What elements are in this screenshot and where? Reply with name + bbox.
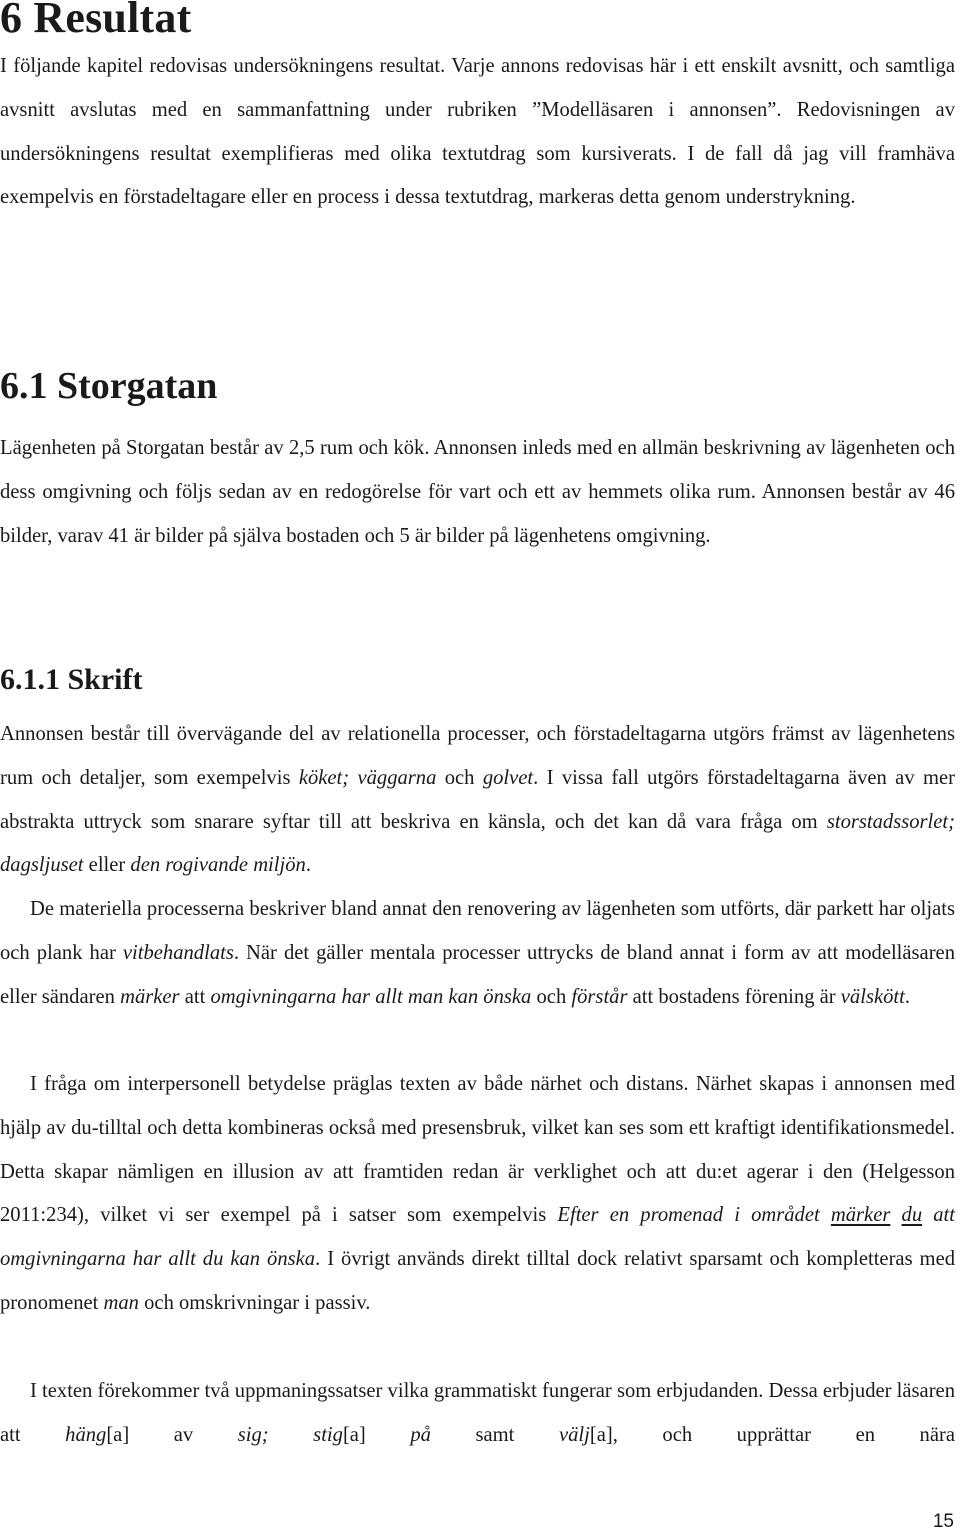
italic-example: omgivningarna har allt man kan önska <box>210 985 532 1008</box>
italic-example: på <box>410 1423 431 1446</box>
text-run: att bostadens förening är <box>627 985 841 1008</box>
text-run: och <box>531 985 572 1008</box>
text-run: . När det gäller mentala processer uttrycks de bland annat i form av att modelläsaren eller sändaren <box>0 941 955 1008</box>
italic-example: märker <box>120 985 180 1008</box>
text-run: [a] <box>342 1423 411 1446</box>
underlined-example: märker <box>830 1204 891 1227</box>
intro-paragraph <box>0 45 955 220</box>
text-run: och omskrivningar i passiv. <box>138 1291 371 1314</box>
text-run: I texten förekommer två uppmaningssatser vilka grammatiskt fungerar som erbjudanden. Dessa erbjuder läsaren att <box>0 1380 955 1446</box>
italic-example: storstadssorlet; dagsljuset <box>0 810 955 877</box>
section-heading: 6.1 Storgatan <box>0 365 218 407</box>
italic-example: Efter en promenad i området <box>557 1204 831 1227</box>
intro-text: I följande kapitel redovisas undersökningens resultat. Varje annons redovisas här i ett enskilt avsnitt, och samtliga avsnitt avslutas med en sammanfattning under rubriken ”Modelläsaren i annonsen”. Redovisningen av undersökningens resultat exemplifieras med olika textutdrag som kursiverats. I de fall då jag vill framhäva exempelvis en förstadeltagare eller en process i dessa textutdrag, markeras detta genom understrykning. <box>0 55 955 209</box>
italic-example: vitbehandlats <box>122 941 234 964</box>
text-run: [a], och upprättar en nära <box>589 1423 955 1446</box>
italic-example: välj <box>558 1423 590 1446</box>
storgatan-text: Lägenheten på Storgatan består av 2,5 rum och kök. Annonsen inleds med en allmän beskrivning av lägenheten och dess omgivning och följs sedan av en redogörelse för vart och ett av hemmets olika rum. Annonsen består av 46 bilder, varav 41 är bilder på själva bostaden och 5 är bilder på lägenhetens omgivning. <box>0 437 955 547</box>
text-run: att <box>179 985 211 1008</box>
text-run: . I vissa fall utgörs förstadeltagarna även av mer abstrakta uttryck som snarare syftar till att beskriva en känsla, och det kan då vara fråga om <box>0 766 955 833</box>
text-run: Annonsen består till övervägande del av relationella processer, och förstadeltagarna utgörs främst av lägenhetens rum och detaljer, som exempelvis <box>0 723 955 789</box>
text-run: samt <box>430 1423 559 1446</box>
italic-example: sig; stig <box>237 1423 343 1446</box>
body-paragraph-2 <box>0 888 955 1019</box>
italic-example: den rogivande miljön <box>130 854 306 877</box>
text-run: [a] av <box>106 1423 238 1446</box>
body-paragraph-4 <box>0 1370 955 1458</box>
italic-example: förstår <box>571 985 628 1008</box>
italic-example: häng <box>65 1423 107 1446</box>
text-run: eller <box>83 854 131 877</box>
italic-example: köket; väggarna <box>298 766 437 789</box>
italic-example: man <box>103 1291 139 1314</box>
body-paragraph-3 <box>0 1063 955 1326</box>
page-number: 15 <box>932 1511 954 1532</box>
text-run: och <box>436 766 483 789</box>
italic-example <box>890 1204 901 1226</box>
body-paragraph-1 <box>0 713 955 888</box>
storgatan-paragraph <box>0 427 955 558</box>
text-run: I fråga om interpersonell betydelse präglas texten av både närhet och distans. Närhet skapas i annonsen med hjälp av du-tilltal och detta kombineras också med presensbruk, vilket kan ses som ett kraftigt identifikationsmedel. Detta skapar nämligen en illusion av att framtiden redan är verklighet och att du:et agerar i den (Helgesson 2011:234), vilket vi ser exempel på i satser som exempelvis <box>0 1073 955 1227</box>
underlined-example: du <box>901 1204 923 1227</box>
text-run: . <box>305 854 311 877</box>
chapter-heading: 6 Resultat <box>0 0 192 42</box>
subsection-heading: 6.1.1 Skrift <box>0 663 143 696</box>
text-run: . <box>904 985 911 1008</box>
text-run: De materiella processerna beskriver bland annat den renovering av lägenheten som utförts, där parkett har oljats och plank har <box>0 898 955 964</box>
text-run: . I övrigt används direkt tilltal dock relativt sparsamt och kompletteras med pronomenet <box>0 1248 956 1314</box>
italic-example: att omgivningarna har allt du kan önska <box>0 1204 955 1271</box>
italic-example: välskött <box>840 985 905 1008</box>
italic-example: golvet <box>482 766 534 789</box>
